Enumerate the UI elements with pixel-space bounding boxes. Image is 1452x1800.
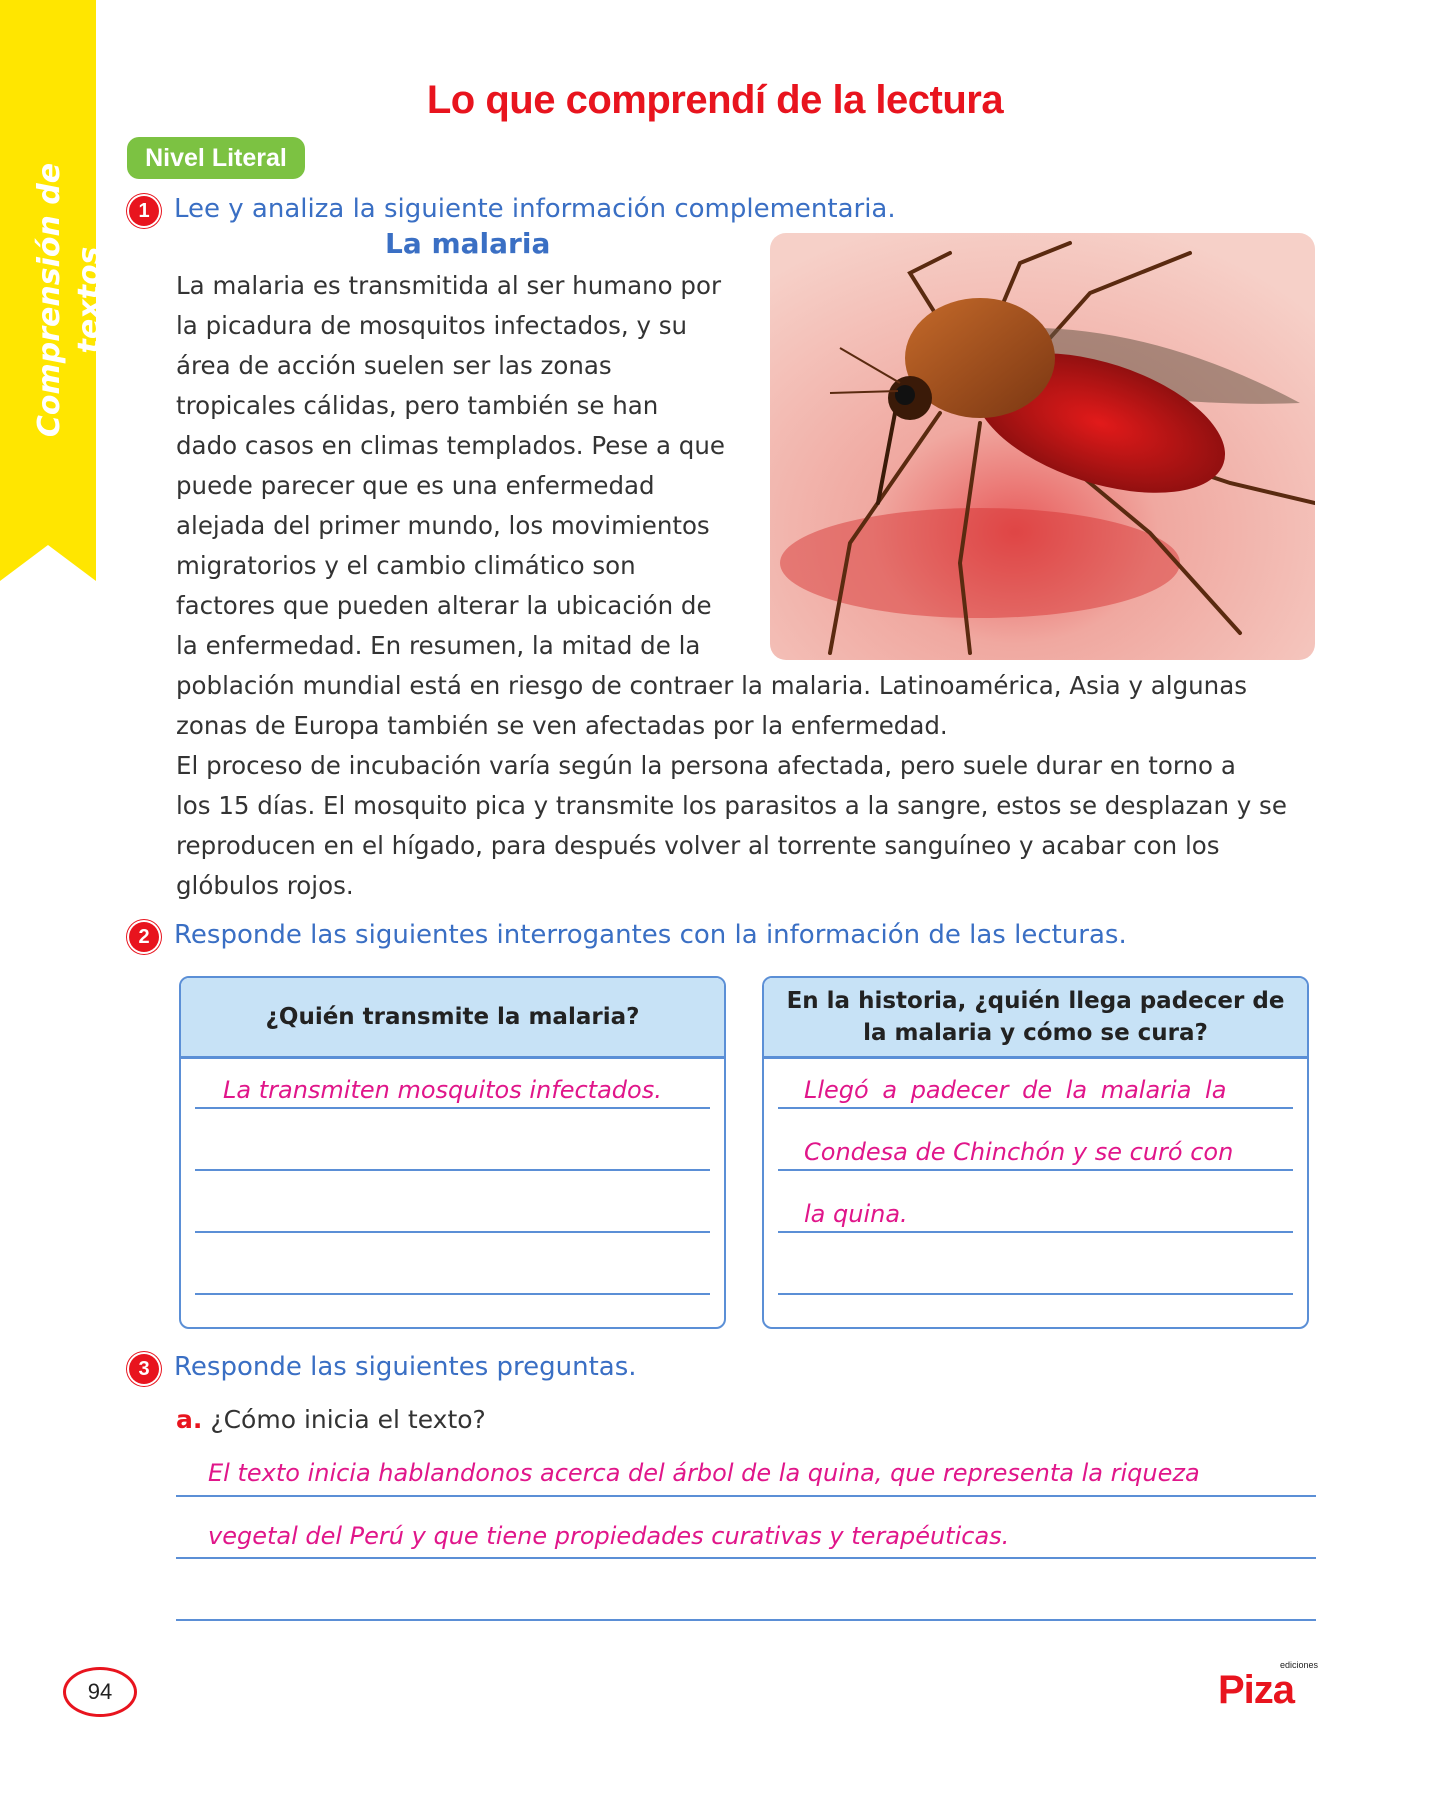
answer-line	[778, 1169, 1293, 1171]
answer-text: El texto inicia hablandonos acerca del árbol de la quina, que representa la riqueza	[208, 1459, 1200, 1487]
page-number: 94	[63, 1667, 137, 1717]
section-side-tab	[0, 0, 107, 545]
question-a	[176, 1405, 486, 1434]
answer-line	[176, 1495, 1316, 1497]
answer-line	[195, 1169, 710, 1171]
paragraph-line: reproducen en el hígado, para después volver al torrente sanguíneo y acabar con los	[176, 831, 1220, 860]
paragraph-line: tropicales cálidas, pero también se han	[176, 391, 659, 420]
paragraph-line: la picadura de mosquitos infectados, y su	[176, 311, 688, 340]
answer-line	[195, 1107, 710, 1109]
answer-line	[778, 1293, 1293, 1295]
question-box-2-header: En la historia, ¿quién llega padecer de la malaria y cómo se cura?	[764, 978, 1307, 1059]
activity-3-instruction: Responde las siguientes preguntas.	[174, 1352, 637, 1382]
answer-line	[176, 1619, 1316, 1621]
activity-number-3: 3	[129, 1354, 159, 1384]
answer-text: vegetal del Perú y que tiene propiedades curativas y terapéuticas.	[208, 1522, 1010, 1550]
paragraph-line: El proceso de incubación varía según la persona afectada, pero suele durar en torno a	[176, 751, 1236, 780]
activity-number-1: 1	[129, 196, 159, 226]
paragraph-line: migratorios y el cambio climático son	[176, 551, 636, 580]
section-tab-label: Comprensión de textos	[32, 162, 107, 438]
question-letter: a.	[176, 1405, 203, 1434]
level-badge: Nivel Literal	[127, 137, 305, 179]
paragraph-line: alejada del primer mundo, los movimientos	[176, 511, 710, 540]
activity-1-instruction: Lee y analiza la siguiente información complementaria.	[174, 194, 896, 224]
publisher-logo-name: Piza	[1218, 1668, 1295, 1712]
question-box-2	[762, 976, 1309, 1329]
answer-line	[778, 1231, 1293, 1233]
paragraph-line: población mundial está en riesgo de contraer la malaria. Latinoamérica, Asia y algunas	[176, 671, 1247, 700]
activity-2-instruction: Responde las siguientes interrogantes con la información de las lecturas.	[174, 920, 1127, 950]
paragraph-line: dado casos en climas templados. Pese a que	[176, 431, 725, 460]
answer-text: Llegó a padecer de la malaria la	[804, 1076, 1227, 1104]
question-a-text: ¿Cómo inicia el texto?	[210, 1405, 486, 1434]
paragraph-line: glóbulos rojos.	[176, 871, 354, 900]
answer-line	[195, 1293, 710, 1295]
answer-line	[778, 1107, 1293, 1109]
mosquito-photo	[770, 233, 1315, 660]
answer-text: Condesa de Chinchón y se curó con	[804, 1138, 1234, 1166]
reading-title: La malaria	[385, 227, 551, 260]
activity-number-2: 2	[129, 922, 159, 952]
reading-paragraph-full	[176, 666, 1316, 906]
paragraph-line: puede parecer que es una enfermedad	[176, 471, 655, 500]
page-title: Lo que comprendí de la lectura	[426, 78, 1004, 122]
answer-line	[195, 1231, 710, 1233]
paragraph-line: zonas de Europa también se ven afectadas por la enfermedad.	[176, 711, 948, 740]
paragraph-line: La malaria es transmitida al ser humano por	[176, 271, 722, 300]
answer-line	[176, 1557, 1316, 1559]
publisher-logo	[1218, 1660, 1318, 1710]
paragraph-line: factores que pueden alterar la ubicación de	[176, 591, 712, 620]
answer-text: La transmiten mosquitos infectados.	[223, 1076, 662, 1104]
paragraph-line: la enfermedad. En resumen, la mitad de la	[176, 631, 701, 660]
paragraph-line: los 15 días. El mosquito pica y transmite los parasitos a la sangre, estos se desplazan y se	[176, 791, 1287, 820]
side-tab-tip	[0, 545, 96, 581]
answer-text: la quina.	[804, 1200, 908, 1228]
question-box-1-header: ¿Quién transmite la malaria?	[181, 978, 724, 1059]
question-box-1	[179, 976, 726, 1329]
publisher-logo-tag: ediciones	[1279, 1660, 1318, 1670]
reading-paragraph-wrapped	[176, 266, 752, 666]
paragraph-line: área de acción suelen ser las zonas	[176, 351, 612, 380]
